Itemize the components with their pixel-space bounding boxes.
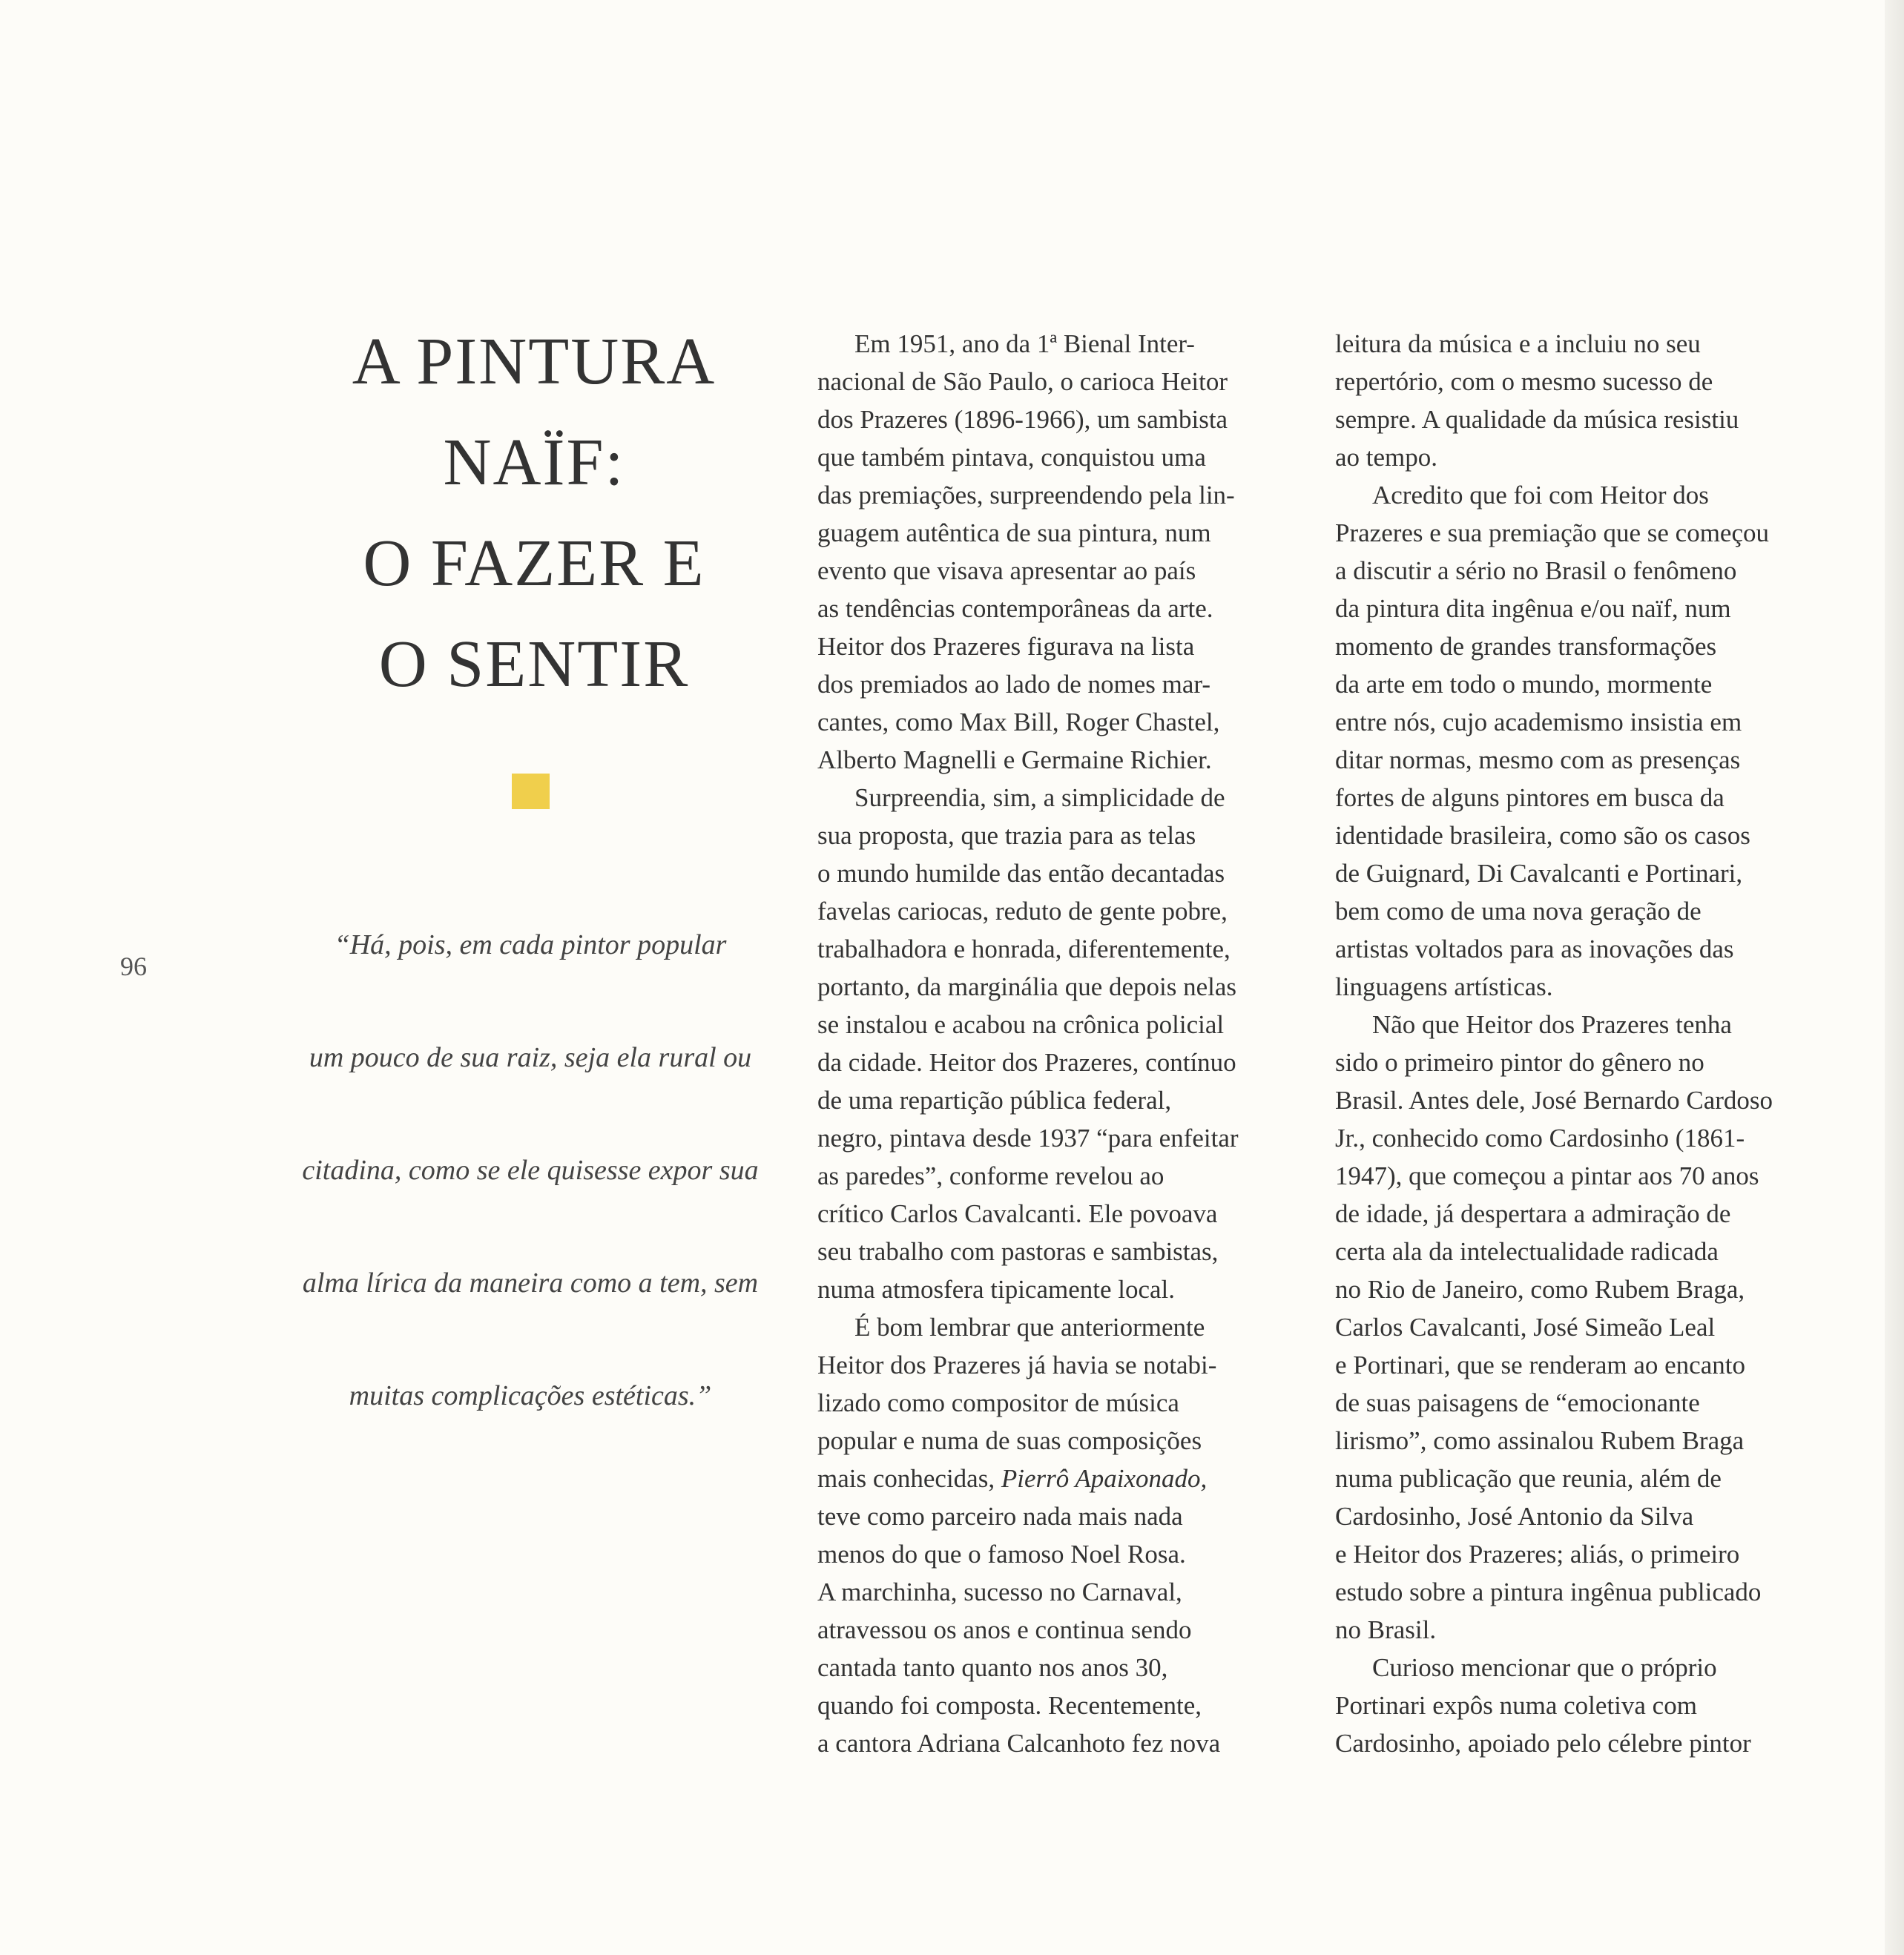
text-line: certa ala da intelectualidade radicada bbox=[1335, 1237, 1719, 1266]
text-line: quando foi composta. Recentemente, bbox=[817, 1691, 1202, 1720]
text-line: ditar normas, mesmo com as presenças bbox=[1335, 745, 1741, 774]
text-line: sua proposta, que trazia para as telas bbox=[817, 821, 1196, 850]
text-line: Carlos Cavalcanti, José Simeão Leal bbox=[1335, 1313, 1716, 1342]
text-line: Alberto Magnelli e Germaine Richier. bbox=[817, 745, 1212, 774]
text-line: Jr., conhecido como Cardosinho (1861- bbox=[1335, 1124, 1745, 1153]
title-line: O SENTIR bbox=[378, 627, 690, 701]
text-line bbox=[817, 1460, 1292, 1497]
text-line: se instalou e acabou na crônica policial bbox=[817, 1010, 1225, 1039]
text-line: de Guignard, Di Cavalcanti e Portinari, bbox=[1335, 859, 1743, 888]
title-line: A PINTURA bbox=[352, 325, 717, 398]
text-line: leitura da música e a incluiu no seu bbox=[1335, 329, 1701, 358]
quote-line: citadina, como se ele quisesse expor sua bbox=[302, 1155, 759, 1186]
text-line: da arte em todo o mundo, mormente bbox=[1335, 670, 1713, 699]
text-line: ao tempo. bbox=[1335, 443, 1438, 472]
text-line: da pintura dita ingênua e/ou naïf, num bbox=[1335, 594, 1731, 623]
page-number: 96 bbox=[120, 952, 147, 981]
text-line: cantada tanto quanto nos anos 30, bbox=[817, 1653, 1168, 1682]
text-line: evento que visava apresentar ao país bbox=[817, 556, 1196, 585]
text-line: estudo sobre a pintura ingênua publicado bbox=[1335, 1577, 1762, 1606]
text-line: favelas cariocas, reduto de gente pobre, bbox=[817, 897, 1228, 926]
title-line: NAÏF: bbox=[443, 426, 625, 499]
text-line: numa atmosfera tipicamente local. bbox=[817, 1275, 1176, 1304]
text-line: teve como parceiro nada mais nada bbox=[817, 1502, 1183, 1531]
text-line: a cantora Adriana Calcanhoto fez nova bbox=[817, 1729, 1221, 1758]
text-line: dos premiados ao lado de nomes mar- bbox=[817, 670, 1210, 699]
text-line: Prazeres e sua premiação que se começou bbox=[1335, 518, 1769, 547]
quote-line: “Há, pois, em cada pintor popular bbox=[334, 929, 727, 960]
quote-line: alma lírica da maneira como a tem, sem bbox=[302, 1267, 759, 1299]
epigraph-quote bbox=[282, 889, 779, 1452]
text-line: identidade brasileira, como são os casos bbox=[1335, 821, 1750, 850]
text-line: de idade, já despertara a admiração de bbox=[1335, 1199, 1731, 1228]
page-edge bbox=[1885, 0, 1904, 1955]
text-line: da cidade. Heitor dos Prazeres, contínuo bbox=[817, 1048, 1236, 1077]
text-line: que também pintava, conquistou uma bbox=[817, 443, 1206, 472]
text-column-1 bbox=[817, 325, 1292, 1762]
text-line: sido o primeiro pintor do gênero no bbox=[1335, 1048, 1704, 1077]
text-line: guagem autêntica de sua pintura, num bbox=[817, 518, 1211, 547]
text-line: o mundo humilde das então decantadas bbox=[817, 859, 1225, 888]
text-line: 1947), que começou a pintar aos 70 anos bbox=[1335, 1161, 1759, 1190]
text-column-2 bbox=[1335, 325, 1810, 1762]
text-line: sempre. A qualidade da música resistiu bbox=[1335, 405, 1739, 434]
text-line: no Rio de Janeiro, como Rubem Braga, bbox=[1335, 1275, 1745, 1304]
text-line: Em 1951, ano da 1ª Bienal Inter- bbox=[854, 329, 1195, 358]
text-line: das premiações, surpreendendo pela lin- bbox=[817, 481, 1235, 510]
text-line: entre nós, cujo academismo insistia em bbox=[1335, 708, 1742, 736]
text-line: cantes, como Max Bill, Roger Chastel, bbox=[817, 708, 1220, 736]
text-line: É bom lembrar que anteriormente bbox=[854, 1313, 1205, 1342]
text-line: linguagens artísticas. bbox=[1335, 972, 1553, 1001]
text-line: Curioso mencionar que o próprio bbox=[1372, 1653, 1717, 1682]
text-line: crítico Carlos Cavalcanti. Ele povoava bbox=[817, 1199, 1218, 1228]
text-line: de suas paisagens de “emocionante bbox=[1335, 1388, 1700, 1417]
text-line: numa publicação que reunia, além de bbox=[1335, 1464, 1722, 1493]
yellow-square-ornament bbox=[512, 774, 550, 809]
text-line: seu trabalho com pastoras e sambistas, bbox=[817, 1237, 1219, 1266]
text-line: Surpreendia, sim, a simplicidade de bbox=[854, 783, 1225, 812]
quote-line: um pouco de sua raiz, seja ela rural ou bbox=[309, 1042, 752, 1073]
text-line: Cardosinho, apoiado pelo célebre pintor bbox=[1335, 1729, 1751, 1758]
text-line: negro, pintava desde 1937 “para enfeitar bbox=[817, 1124, 1239, 1153]
text-line: Cardosinho, José Antonio da Silva bbox=[1335, 1502, 1694, 1531]
text-line: portanto, da marginália que depois nelas bbox=[817, 972, 1237, 1001]
text-line: Não que Heitor dos Prazeres tenha bbox=[1372, 1010, 1732, 1039]
title-line: O FAZER E bbox=[363, 527, 705, 600]
text-line: e Portinari, que se renderam ao encanto bbox=[1335, 1351, 1745, 1379]
text-line: lizado como compositor de música bbox=[817, 1388, 1179, 1417]
quote-line: muitas complicações estéticas.” bbox=[349, 1380, 712, 1411]
text-line: Brasil. Antes dele, José Bernardo Cardoso bbox=[1335, 1086, 1773, 1115]
text-line: repertório, com o mesmo sucesso de bbox=[1335, 367, 1713, 396]
text-line: lirismo”, como assinalou Rubem Braga bbox=[1335, 1426, 1745, 1455]
text-segment: mais conhecidas, bbox=[817, 1464, 995, 1493]
text-line: momento de grandes transformações bbox=[1335, 632, 1717, 661]
text-line: nacional de São Paulo, o carioca Heitor bbox=[817, 367, 1228, 396]
text-line: fortes de alguns pintores em busca da bbox=[1335, 783, 1725, 812]
chapter-title bbox=[267, 311, 801, 715]
text-line: e Heitor dos Prazeres; aliás, o primeiro bbox=[1335, 1540, 1740, 1569]
text-line: Heitor dos Prazeres figurava na lista bbox=[817, 632, 1195, 661]
text-line: atravessou os anos e continua sendo bbox=[817, 1615, 1192, 1644]
text-line: a discutir a sério no Brasil o fenômeno bbox=[1335, 556, 1737, 585]
text-line: trabalhadora e honrada, diferentemente, bbox=[817, 934, 1231, 963]
text-line: de uma repartição pública federal, bbox=[817, 1086, 1172, 1115]
text-line: as tendências contemporâneas da arte. bbox=[817, 594, 1213, 623]
song-title: Pierrô Apaixonado, bbox=[1001, 1464, 1208, 1493]
text-line: A marchinha, sucesso no Carnaval, bbox=[817, 1577, 1182, 1606]
text-line: no Brasil. bbox=[1335, 1615, 1437, 1644]
text-line: dos Prazeres (1896-1966), um sambista bbox=[817, 405, 1228, 434]
text-line: Acredito que foi com Heitor dos bbox=[1372, 481, 1709, 510]
text-line: Heitor dos Prazeres já havia se notabi- bbox=[817, 1351, 1217, 1379]
text-line: popular e numa de suas composições bbox=[817, 1426, 1202, 1455]
text-line: Portinari expôs numa coletiva com bbox=[1335, 1691, 1697, 1720]
text-line: menos do que o famoso Noel Rosa. bbox=[817, 1540, 1186, 1569]
text-line: artistas voltados para as inovações das bbox=[1335, 934, 1734, 963]
text-line: bem como de uma nova geração de bbox=[1335, 897, 1702, 926]
text-line: as paredes”, conforme revelou ao bbox=[817, 1161, 1165, 1190]
